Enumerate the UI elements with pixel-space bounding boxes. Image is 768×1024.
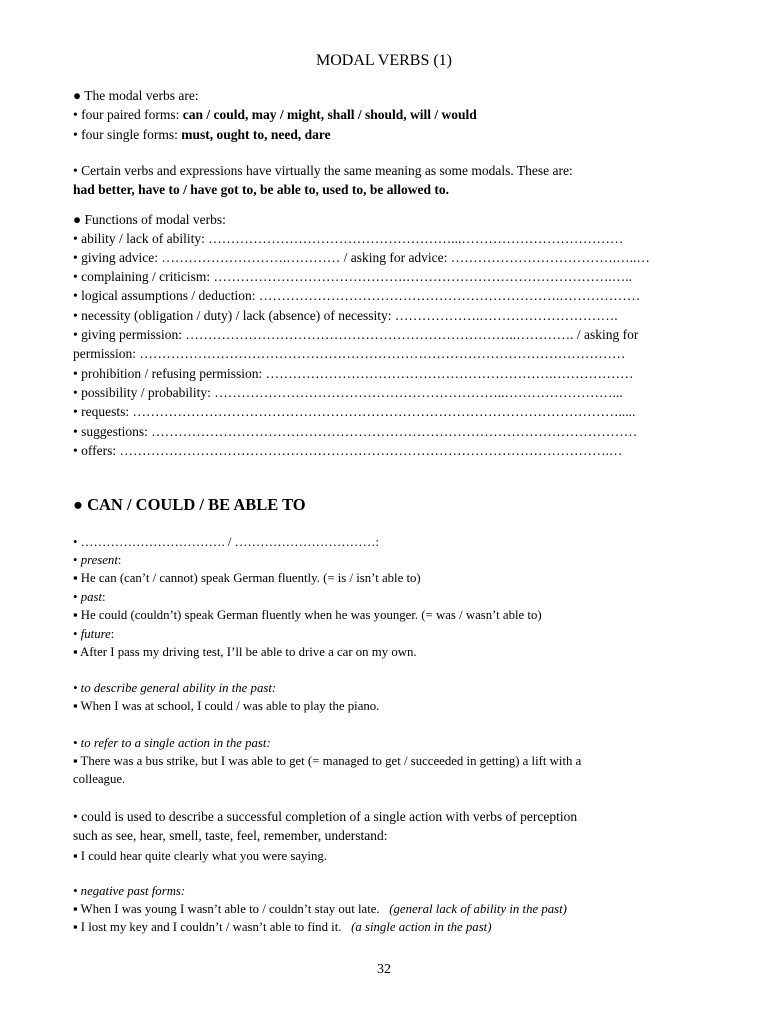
function-complaining: • complaining / criticism: …………………………………….……………………………………….….. bbox=[73, 269, 632, 284]
intro-line-modal-verbs: ● The modal verbs are: bbox=[73, 88, 199, 103]
function-ability: • ability / lack of ability: ………………………………………………...……………………………… bbox=[73, 231, 624, 246]
function-possibility: • possibility / probability: ………………………………………………………..……………………... bbox=[73, 385, 623, 400]
negative-past-example-1 bbox=[73, 900, 695, 918]
function-advice: • giving advice: ……………………….………… / asking for advice: ……………………………….…..… bbox=[73, 250, 650, 265]
functions-heading: ● Functions of modal verbs: bbox=[73, 212, 226, 227]
future-label: future bbox=[80, 627, 111, 641]
intro-line-single bbox=[73, 126, 695, 144]
ability-blank-line: • ……………………………. / ……………………………: bbox=[73, 535, 379, 549]
past-example: ▪ He could (couldn’t) speak German fluently when he was younger. (= was / wasn’t able to) bbox=[73, 608, 542, 622]
function-prohibition: • prohibition / refusing permission: ……………………………………………………….……………… bbox=[73, 366, 634, 381]
present-label-line: • present: bbox=[73, 553, 122, 567]
negative-example-2-note: (a single action in the past) bbox=[351, 920, 492, 934]
negative-past-heading: • negative past forms: bbox=[73, 884, 186, 898]
negative-example-1-note: (general lack of ability in the past) bbox=[389, 902, 567, 916]
page-number: 32 bbox=[377, 962, 391, 977]
present-example: ▪ He can (can’t / cannot) speak German fluently. (= is / isn’t able to) bbox=[73, 571, 421, 585]
could-perception-heading: • could is used to describe a successful completion of a single action with verbs of perception bbox=[73, 809, 578, 824]
single-action-example: ▪ There was a bus strike, but I was able to get (= managed to get / succeeded in getting) a lift with a bbox=[73, 754, 582, 768]
past-label: past bbox=[80, 590, 103, 604]
present-label: present bbox=[80, 553, 118, 567]
section-heading: ● CAN / COULD / BE ABLE TO bbox=[73, 495, 306, 514]
function-permission: • giving permission: ………………………………………………………………..…………. / asking for bbox=[73, 327, 639, 342]
general-ability-example: ▪ When I was at school, I could / was able to play the piano. bbox=[73, 699, 380, 713]
function-suggestions: • suggestions: ……………………………………………………………………………………………… bbox=[73, 424, 638, 439]
intro-line-expressions: had better, have to / have got to, be able to, used to, be allowed to. bbox=[73, 182, 449, 197]
function-requests: • requests: ………………………………………………………………………………………………..... bbox=[73, 404, 636, 419]
function-logical: • logical assumptions / deduction: ………………………………………………………….……………… bbox=[73, 288, 641, 303]
single-action-heading: • to refer to a single action in the past: bbox=[73, 736, 271, 750]
single-label: • four single forms: bbox=[73, 127, 182, 142]
general-ability-heading: • to describe general ability in the past: bbox=[73, 681, 277, 695]
single-action-example-cont: colleague. bbox=[73, 772, 126, 786]
future-example: ▪ After I pass my driving test, I’ll be able to drive a car on my own. bbox=[73, 645, 417, 659]
intro-line-paired bbox=[73, 106, 695, 124]
could-perception-example: ▪ I could hear quite clearly what you were saying. bbox=[73, 849, 327, 863]
function-necessity: • necessity (obligation / duty) / lack (absence) of necessity: ……………….…………………………. bbox=[73, 308, 618, 323]
future-label-line: • future: bbox=[73, 627, 115, 641]
could-perception-verbs: such as see, hear, smell, taste, feel, remember, understand: bbox=[73, 828, 388, 843]
negative-example-1-text: ▪ When I was young I wasn’t able to / couldn’t stay out late. bbox=[73, 902, 380, 916]
past-label-line: • past: bbox=[73, 590, 106, 604]
paired-items: can / could, may / might, shall / should, will / would bbox=[182, 107, 477, 122]
page-title: MODAL VERBS (1) bbox=[315, 52, 452, 69]
negative-example-2-text: ▪ I lost my key and I couldn’t / wasn’t able to find it. bbox=[73, 920, 342, 934]
function-permission-cont: permission: ……………………………………………………………………………………………… bbox=[73, 346, 626, 361]
paired-label: • four paired forms: bbox=[73, 107, 183, 122]
single-items: must, ought to, need, dare bbox=[181, 127, 331, 142]
intro-line-certain: • Certain verbs and expressions have virtually the same meaning as some modals. These are: bbox=[73, 163, 573, 178]
function-offers: • offers: ……………………………………………………………………………………………….… bbox=[73, 443, 623, 458]
negative-past-example-2 bbox=[73, 918, 695, 936]
